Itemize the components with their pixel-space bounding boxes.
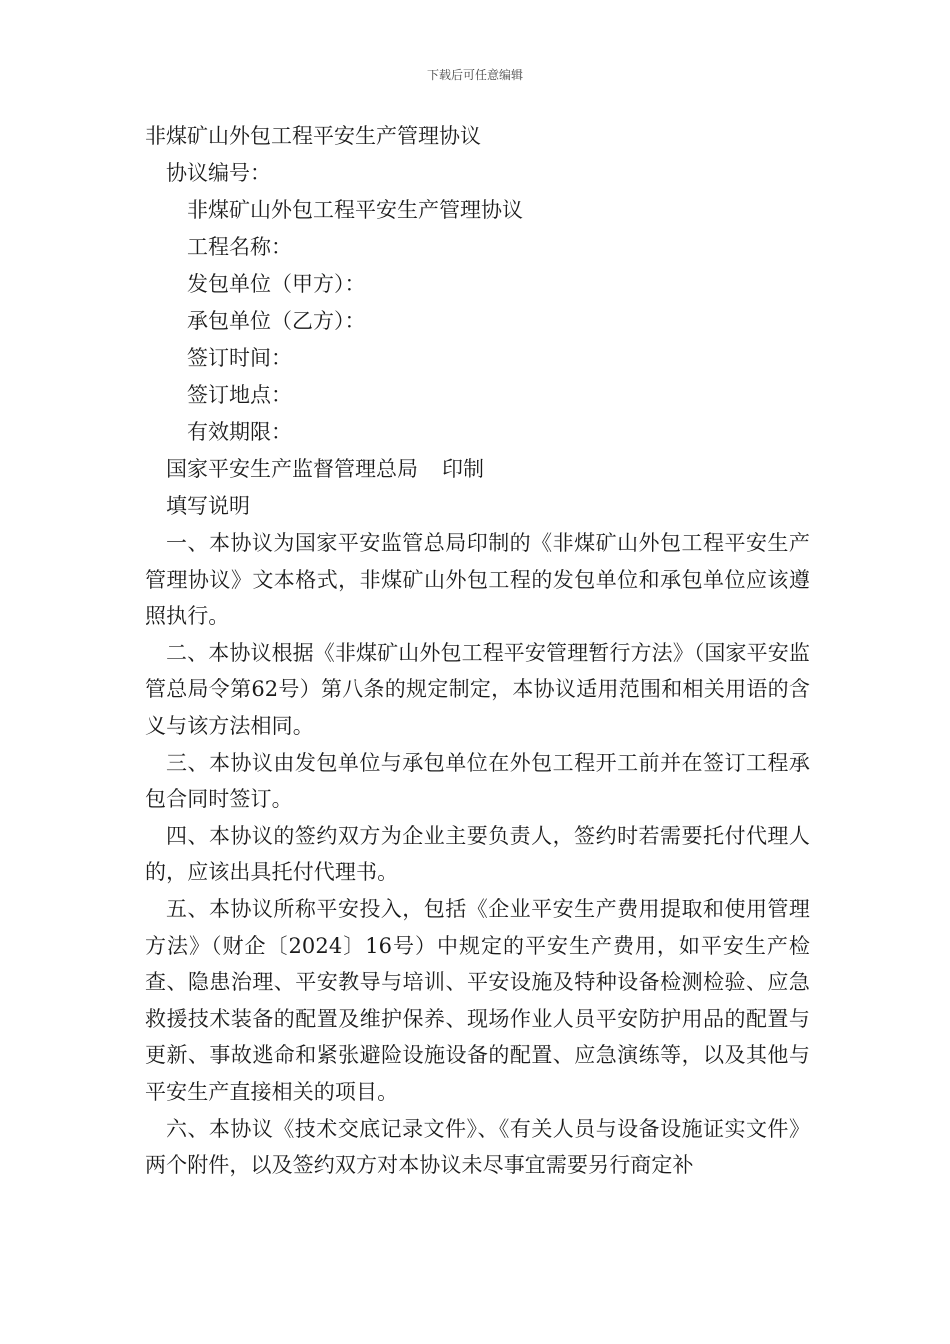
agreement-number-label: 协议编号： <box>166 161 271 185</box>
document-title: 非煤矿山外包工程平安生产管理协议 <box>145 124 481 148</box>
cover-title: 非煤矿山外包工程平安生产管理协议 <box>187 198 523 222</box>
issuer-line <box>145 451 810 488</box>
field-contractor-party-b: 承包单位（乙方）： <box>187 309 366 333</box>
field-signing-place: 签订地点： <box>187 383 292 407</box>
instruction-paragraph-3: 三、本协议由发包单位与承包单位在外包工程开工前并在签订工程承包合同时签订。 <box>145 750 810 812</box>
issuer-name: 国家平安生产监督管理总局 <box>166 457 418 481</box>
instruction-paragraph-2: 二、本协议根据《非煤矿山外包工程平安管理暂行方法》（国家平安监管总局令第62号）第八条的规定制定，本协议适用范围和相关用语的含义与该方法相同。 <box>145 640 810 738</box>
header-note: 下载后可任意编辑 <box>426 68 523 82</box>
instructions-title: 填写说明 <box>166 494 250 518</box>
field-contracting-party-a: 发包单位（甲方）： <box>187 272 366 296</box>
instruction-paragraph-4: 四、本协议的签约双方为企业主要负责人，签约时若需要托付代理人的，应该出具托付代理书。 <box>145 823 810 885</box>
instruction-paragraph-1: 一、本协议为国家平安监管总局印制的《非煤矿山外包工程平安生产管理协议》文本格式，非煤矿山外包工程的发包单位和承包单位应该遵照执行。 <box>145 531 810 629</box>
instruction-paragraph-5: 五、本协议所称平安投入，包括《企业平安生产费用提取和使用管理方法》（财企〔2024〕16号）中规定的平安生产费用，如平安生产检查、隐患治理、平安教导与培训、平安设施及特种设备检测检验、应急救援技术装备的配置及维护保养、现场作业人员平安防护用品的配置与更新、事故逃命和紧张避险设施设备的配置、应急演练等，以及其他与平安生产直接相关的项目。 <box>145 896 810 1104</box>
document-body <box>145 118 810 1184</box>
instruction-paragraph-6: 六、本协议《技术交底记录文件》、《有关人员与设备设施证实文件》两个附件，以及签约双方对本协议未尽事宜需要另行商定补 <box>145 1116 810 1178</box>
field-project-name: 工程名称： <box>187 235 292 259</box>
issuer-action: 印制 <box>442 457 484 481</box>
field-signing-time: 签订时间： <box>187 346 292 370</box>
field-validity-period: 有效期限： <box>187 420 292 444</box>
